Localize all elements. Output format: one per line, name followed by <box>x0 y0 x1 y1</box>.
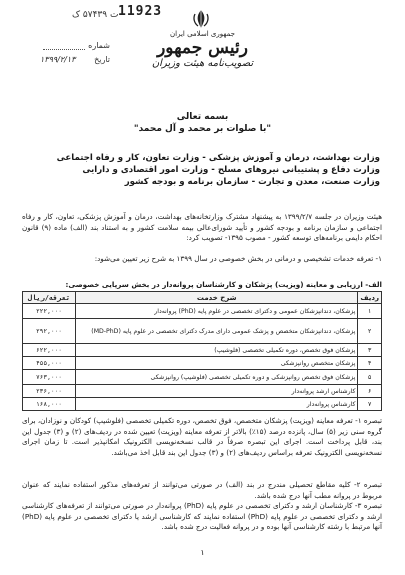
tariff-table <box>22 291 382 411</box>
letterhead <box>140 30 265 69</box>
table-caption: الف- ارزیابی و معاینه (ویزیت) پزشکان و کارشناسان پروانه‌دار در بخش سرپایی خصوصی: <box>65 280 382 289</box>
service-description: پزشکان، دندانپزشکان متخصص و پزشک عمومی دارای مدرک دکترای تخصصی در علوم پایه (MD-PhD) <box>76 319 358 344</box>
table-row <box>23 319 382 344</box>
table-row <box>23 304 382 319</box>
tariff-value: ۱۶۸,۰۰۰ <box>23 398 76 411</box>
row-number: ۲ <box>358 319 382 344</box>
header-service: شرح خدمت <box>76 292 358 304</box>
addressee-line: وزارت بهداشت، درمان و آموزش پزشکی - وزارت تعاون، کار و رفاه اجتماعی <box>56 153 380 163</box>
tariff-value: ۴۵۵,۰۰۰ <box>23 357 76 370</box>
number-label: شماره <box>88 40 110 50</box>
reference-code: ت ۵۷۴۳۹ ک <box>72 10 119 20</box>
letterhead-office: تصویب‌نامه هیئت وزیران <box>151 58 254 69</box>
header-row-no: ردیف <box>358 292 382 304</box>
note-3: تبصره ۳- کارشناسان ارشد و دکترای تخصصی در علوم پایه (PhD) پروانه‌دار در صورتی می‌توانند از تعرفه‌های کارشناسی ارشد و دکترای تخصصی در علوم پایه (PhD) استفاده نمایند که کارشناسی ارشد یا دکترای تخصصی در علوم پایه (PhD) آنها مرتبط با رشته کارشناسی آنها بوده و در پروانه فعالیت درج شده باشد. <box>22 501 383 532</box>
item-1: ۱- تعرفه خدمات تشخیصی و درمانی در بخش خصوصی در سال ۱۳۹۹ به شرح زیر تعیین می‌شود: <box>94 254 382 263</box>
service-description: پزشکان متخصص روانپزشکی <box>76 357 358 370</box>
addressees <box>50 152 380 188</box>
tariff-value: ۲۹۲,۰۰۰ <box>23 319 76 344</box>
service-description: پزشکان فوق تخصص، دوره تکمیلی تخصصی (فلوشیپ) <box>76 344 358 357</box>
table-header-row <box>23 292 382 304</box>
intro-paragraph: هیئت وزیران در جلسه ۱۳۹۹/۲/۷ به پیشنهاد مشترک وزارتخانه‌های بهداشت، درمان و آموزش پزشکی، تعاون، کار و رفاه اجتماعی و سازمان برنامه و بودجه کشور و تأیید شورای‌عالی بیمه سلامت کشور و به استناد بند (الف) ماده (۹) قانون احکام دایمی برنامه‌های توسعه کشور - مصوب ۱۳۹۵- تصویب کرد: <box>22 212 382 243</box>
date-value: ۱۳۹۹/۲/۱۳ <box>40 54 76 64</box>
row-number: ۱ <box>358 304 382 319</box>
tariff-value: ۷۶۳,۰۰۰ <box>23 370 76 385</box>
row-number: ۴ <box>358 357 382 370</box>
service-description: کارشناس ارشد پروانه‌دار <box>76 385 358 398</box>
page-number: ۱ <box>200 548 205 557</box>
date-row <box>40 52 110 66</box>
number-row <box>40 38 110 52</box>
number-date-block <box>40 38 110 66</box>
iran-emblem-icon <box>190 8 212 30</box>
tariff-value: ۲۳۶,۰۰۰ <box>23 385 76 398</box>
addressee-line: وزارت صنعت، معدن و تجارت - سازمان برنامه و بودجه کشور <box>124 177 380 187</box>
table-row <box>23 357 382 370</box>
reference-number: 11923 <box>118 4 163 19</box>
note-2: تبصره ۲- کلیه مقاطع تحصیلی مندرج در بند (الف) در صورتی می‌توانند از تعرفه‌های مذکور استفاده نمایند که عنوان مربوط در پروانه مطب آنها درج شده باشد. <box>22 480 382 500</box>
service-description: کارشناس پروانه‌دار <box>76 398 358 411</box>
letterhead-subtitle: جمهوری اسلامی ایران <box>170 30 235 38</box>
letterhead-title: رئیس جمهور <box>157 38 248 58</box>
bismillah: بسمه تعالی <box>176 112 229 122</box>
row-number: ۳ <box>358 344 382 357</box>
table-row <box>23 344 382 357</box>
table-row <box>23 385 382 398</box>
note-1: تبصره ۱- تعرفه معاینه (ویزیت) پزشکان متخصص، فوق تخصص، دوره تکمیلی تخصصی (فلوشیپ) کودکان و نوزادان، برای گروه سنی زیر (۵) سال، پانزده درصد (۱۵٪) بالاتر از تعرفه معاینه (ویزیت) تعیین شده در ردیف‌های (۲) و (۳) جدول این بند، قابل پرداخت است. اجرای این تبصره صرفاً در قالب نسخه‌نویسی الکترونیک امکانپذیر است. تا زمان اجرای نسخه‌نویسی الکترونیک تعرفه براساس ردیف‌های (۲) و (۳) جدول این بند قابل اخذ می‌باشد. <box>21 416 382 457</box>
number-line <box>43 41 85 50</box>
header-tariff: تعرفه/ریال <box>23 292 76 304</box>
salawat: "با صلوات بر محمد و آل محمد" <box>133 124 272 134</box>
table-row <box>23 370 382 385</box>
service-description: پزشکان فوق تخصص روانپزشکی و دوره تکمیلی تخصصی (فلوشیپ) روانپزشکی <box>76 370 358 385</box>
tariff-value: ۶۲۲,۰۰۰ <box>23 344 76 357</box>
date-label: تاریخ <box>94 54 110 64</box>
row-number: ۵ <box>358 370 382 385</box>
tariff-value: ۲۲۲,۰۰۰ <box>23 304 76 319</box>
service-description: پزشکان، دندانپزشکان عمومی و دکترای تخصصی در علوم پایه (PhD) پروانه‌دار <box>76 304 358 319</box>
table-row <box>23 398 382 411</box>
row-number: ۷ <box>358 398 382 411</box>
row-number: ۶ <box>358 385 382 398</box>
addressee-line: وزارت دفاع و پشتیبانی نیروهای مسلح - وزارت امور اقتصادی و دارایی <box>82 165 380 175</box>
